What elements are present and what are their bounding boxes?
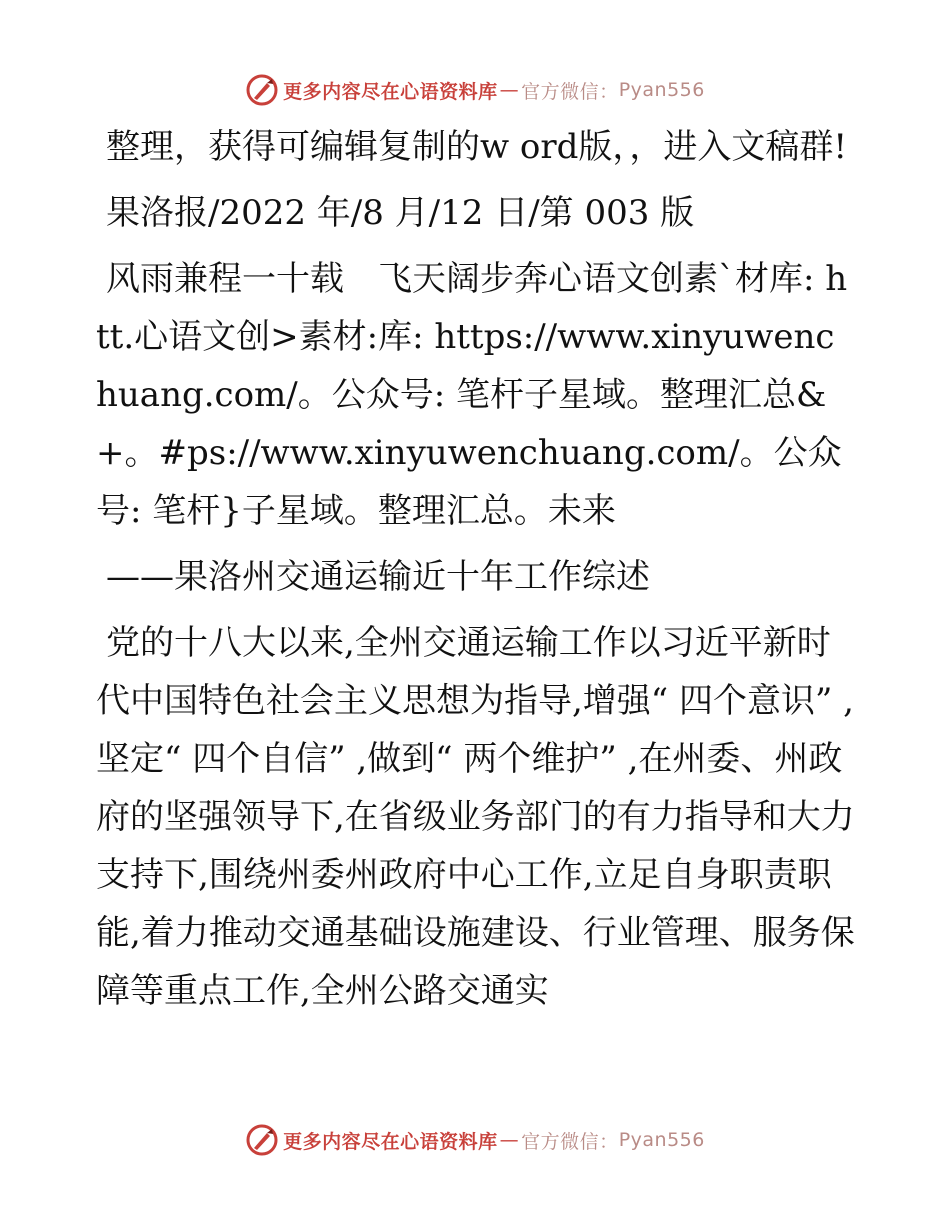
document-body	[96, 118, 856, 1028]
banner-wechat-label: 官方微信：	[521, 1130, 619, 1153]
banner-wechat-id: Pyan556	[618, 1129, 705, 1151]
quill-pen-seal-icon	[245, 1123, 279, 1157]
banner-wechat-id: Pyan556	[618, 79, 705, 101]
banner-dash: —	[499, 79, 520, 101]
banner-wechat-label: 官方微信：	[521, 80, 619, 103]
banner-brand-text: 更多内容尽在心语资料库	[283, 80, 498, 103]
article-headline: 风雨兼程一十载 飞天阔步奔心语文创素`材库: htt.心语文创>素材:库: https://www.xinyuwenchuang.com/。公众号: 笔杆子星域。整理汇总&+。#ps://www.xinyuwenchuang.com/。公众号: 笔杆}子星域。整理汇总。未来	[96, 259, 848, 531]
footer-watermark-banner	[0, 1120, 950, 1160]
header-watermark-banner	[0, 70, 950, 110]
banner-dash: —	[499, 1129, 520, 1151]
article-subtitle: ——果洛州交通运输近十年工作综述	[106, 557, 650, 597]
banner-brand-text: 更多内容尽在心语资料库	[283, 1130, 498, 1153]
quill-pen-seal-icon	[245, 73, 279, 107]
intro-note: 整理，获得可编辑复制的w ord版，，进入文稿群!	[106, 127, 848, 167]
article-paragraph: 党的十八大以来,全州交通运输工作以习近平新时代中国特色社会主义思想为指导,增强“ 四个意识” ,坚定“ 四个自信” ,做到“ 两个维护” ,在州委、州政府的坚强领导下,在省级业务部门的有力指导和大力支持下,围绕州委州政府中心工作,立足自身职责职能,着力推动交通基础设施建设、行业管理、服务保障等重点工作,全州公路交通实	[96, 623, 855, 1011]
newspaper-dateline: 果洛报/2022 年/8 月/12 日/第 003 版	[106, 193, 695, 233]
